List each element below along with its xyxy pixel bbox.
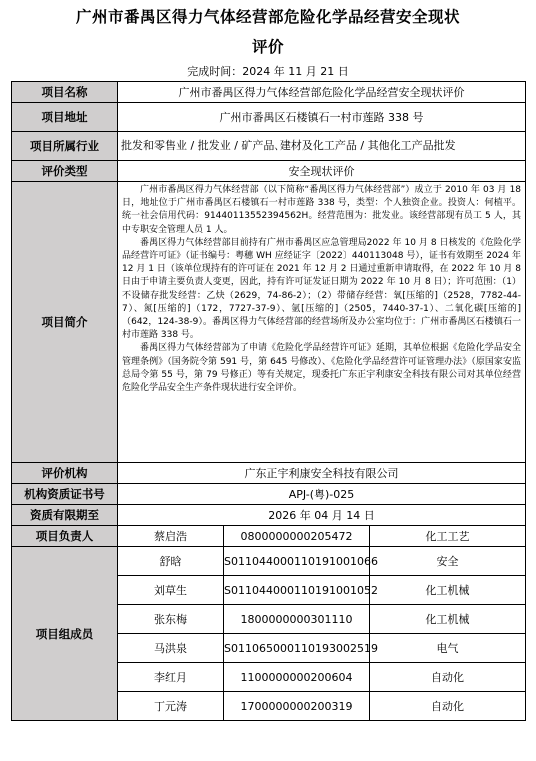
member-major: 安全	[370, 547, 526, 576]
members-label: 项目组成员	[12, 547, 118, 721]
member-name: 舒晗	[118, 547, 224, 576]
leader-major: 化工工艺	[370, 526, 526, 547]
project-intro-text	[118, 182, 526, 463]
member-cert: S011044000110191001066	[224, 547, 370, 576]
industry-value: 批发和零售业 / 批发业 / 矿产品､建材及化工产品 / 其他化工产品批发	[118, 132, 526, 161]
intro-paragraph-3: 番禺区得力气体经营部为了申请《危险化学品经营许可证》延期，其单位根据《危险化学品安全管理条例》（国务院令第 591 号，第 645 号修改）、《危险化学品经营许可证管理办法》（原国家安监总局令第 55 号，第 79 号修正）等有关规定，现委托广东正宇利康安全科技有限公司对其单位经营危险化学品安全生产条件现状进行安全评价。	[122, 343, 522, 394]
member-major: 自动化	[370, 663, 526, 692]
member-major: 化工机械	[370, 605, 526, 634]
member-name: 张东梅	[118, 605, 224, 634]
leader-name: 蔡启浩	[118, 526, 224, 547]
row-project-address	[12, 103, 526, 132]
row-industry	[12, 132, 526, 161]
row-agency	[12, 463, 526, 484]
member-row	[12, 547, 526, 576]
intro-paragraph-2: 番禺区得力气体经营部目前持有广州市番禺区应急管理局2022 年 10 月 8 日核发的《危险化学品经营许可证》（证书编号：粤穗 WH 应经证字〔2022〕440113048 号），证书有效期至 2024 年 12 月 1 日（该单位现持有的许可证在 2021 年 12 月 2 日通过重新申请取得，在 2022 年 10 月 8 日由于申请主要负责人变更，因此，持有许可证发证日期为 2022 年 10 月 8 日）；许可范围：（1）不设储存批发经营：乙炔（2629，74-86-2）；（2）带储存经营：氧[压缩的]（2528，7782-44-7）、氮[压缩的]（172，7727-37-9）、氩[压缩的]（2505，7440-37-1）、二氧化碳[压缩的]（642，124-38-9）。番禺区得力气体经营部的经营场所及办公室均位于：广州市番禺区石楼镇石一村市莲路 338 号。	[122, 237, 522, 341]
project-name-label: 项目名称	[12, 82, 118, 103]
cert-no-value: APJ-(粤)-025	[118, 484, 526, 505]
member-name: 马洪泉	[118, 634, 224, 663]
agency-label: 评价机构	[12, 463, 118, 484]
agency-value: 广东正宇利康安全科技有限公司	[118, 463, 526, 484]
member-name: 李红月	[118, 663, 224, 692]
project-address-label: 项目地址	[12, 103, 118, 132]
member-cert: S011065000110193002519	[224, 634, 370, 663]
eval-type-label: 评价类型	[12, 161, 118, 182]
member-name: 丁元涛	[118, 692, 224, 721]
member-major: 化工机械	[370, 576, 526, 605]
member-cert: 1700000000200319	[224, 692, 370, 721]
member-cert: S011044000110191001052	[224, 576, 370, 605]
eval-type-value: 安全现状评价	[118, 161, 526, 182]
member-cert: 1100000000200604	[224, 663, 370, 692]
project-name-value: 广州市番禺区得力气体经营部危险化学品经营安全现状评价	[118, 82, 526, 103]
cert-no-label: 机构资质证书号	[12, 484, 118, 505]
member-major: 电气	[370, 634, 526, 663]
industry-label: 项目所属行业	[12, 132, 118, 161]
leader-label: 项目负责人	[12, 526, 118, 547]
member-cert: 1800000000301110	[224, 605, 370, 634]
member-name: 刘草生	[118, 576, 224, 605]
row-expiry	[12, 505, 526, 526]
row-project-intro	[12, 182, 526, 463]
row-leader	[12, 526, 526, 547]
expiry-label: 资质有限期至	[12, 505, 118, 526]
leader-cert: 0800000000205472	[224, 526, 370, 547]
project-info-table	[11, 81, 526, 721]
row-eval-type	[12, 161, 526, 182]
document-title-continued: 评价	[251, 38, 284, 56]
member-major: 自动化	[370, 692, 526, 721]
row-project-name	[12, 82, 526, 103]
project-address-value: 广州市番禺区石楼镇石一村市莲路 338 号	[118, 103, 526, 132]
project-intro-label: 项目简介	[12, 182, 118, 463]
intro-paragraph-1: 广州市番禺区得力气体经营部（以下简称“番禺区得力气体经营部”）成立于 2010 年 03 月 18 日，地址位于广州市番禺区石楼镇石一村市莲路 338 号，类型：个人独资企业。投资人：何植平。统一社会信用代码：91440113552394562H。经营范围为：批发业。该经营部现有员工 5 人，其中专职安全管理人员 1 人。	[122, 185, 522, 235]
row-cert-no	[12, 484, 526, 505]
document-title: 广州市番禺区得力气体经营部危险化学品经营安全现状	[75, 8, 460, 26]
completion-date: 完成时间：2024 年 11 月 21 日	[187, 65, 349, 78]
expiry-value: 2026 年 04 月 14 日	[118, 505, 526, 526]
